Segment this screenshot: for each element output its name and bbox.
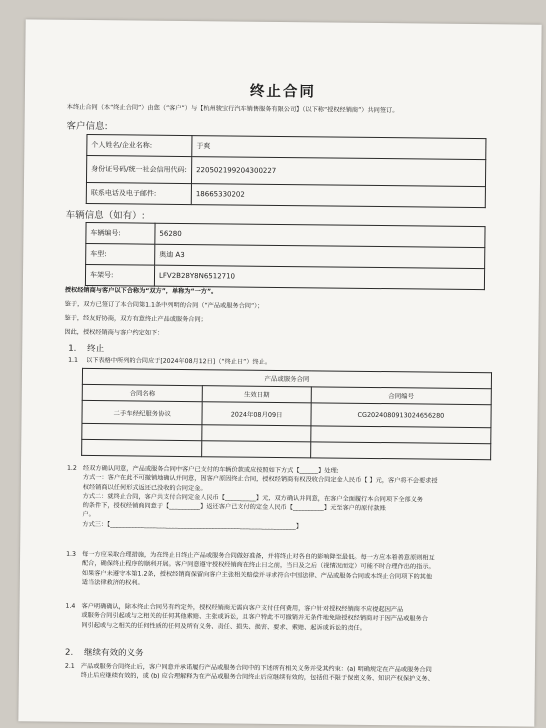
clause-2-1-line: 终止后应继续有效的，或 (b) 应合理解释为在产品或服务合同终止后应继续有效的，包括但不限于保密义务、知识产权保护义务、 xyxy=(80,672,434,683)
clause-1-2-line: 方式二：就终止合同，客户共支付合同定金人民币【__________】元，双方确认并同意，在客户全面履行本合同项下全部义务 xyxy=(82,492,424,504)
clause-2-1-number: 2.1 xyxy=(64,662,75,670)
contract-header-number: 合同编号 xyxy=(311,387,491,405)
clause-1-2-number: 1.2 xyxy=(66,464,77,472)
clause-1-2-line: 方式三：【____________________________________________________________】 xyxy=(82,520,303,531)
intro-text: 本终止合同（本“终止合同”）由您（“客户”）与【杭州骏宝行汽车销售服务有限公司】（以下称“授权经销商”）共同签订。 xyxy=(66,103,399,115)
table-row xyxy=(86,155,485,186)
vehicle-no-label: 车辆编号: xyxy=(86,222,155,244)
section-2-heading xyxy=(65,646,144,659)
vehicle-model-value: 奥迪 A3 xyxy=(155,244,485,268)
clause-1-2-line: 方式一：客户在此不可撤销地确认并同意，因客户原因终止合同，授权经销商有权没收合同定金人民币【 】元，客户将不会要求授 xyxy=(82,474,438,485)
clause-1-1-number: 1.1 xyxy=(68,356,79,364)
clause-1-4-line: 同引起或与之相关的任何性质的任何及所有义务、责任、损失、损害、要求、索赔、起诉或诉讼的责任。 xyxy=(81,621,366,632)
vehicle-vin-label: 车架号: xyxy=(85,264,154,286)
clause-1-3-line: 适当法律救济的权利。 xyxy=(81,578,144,587)
clause-1-2-line: 经双方确认同意，产品或服务合同中客户已支付的车辆价款或应按照如下方式【______】处理: xyxy=(82,464,339,475)
clause-1-3 xyxy=(66,550,526,592)
vehicle-section-title: 车辆信息（如有）: xyxy=(65,209,145,222)
customer-table xyxy=(86,134,487,208)
clause-1-2-line: 权经销商以任何形式返还已没收的合同定金。 xyxy=(82,483,207,492)
clause-1-2-line: 的条件下，授权经销商同意于【__________】返还客户已支付的定金人民币【__________】元至客户的原付款账 xyxy=(82,502,386,513)
table-row xyxy=(86,182,485,207)
section-2-title: 继续有效的义务 xyxy=(83,647,144,659)
party-note: 授权经销商与客户以下合称为“双方”，单称为“一方”。 xyxy=(64,286,218,296)
clause-1-4 xyxy=(65,602,525,635)
customer-section-title: 客户信息: xyxy=(66,120,108,133)
clause-1-2-line: 户。 xyxy=(82,511,95,519)
clause-1-3-number: 1.3 xyxy=(66,550,76,558)
clause-1-3-line: 配合，确保终止程序的顺利开展。客户同意遵守授权经销商在终止日之前，当日及之后（视情况而定）可能不时合理作出的指示。 xyxy=(81,560,435,571)
clause-1-4-line: 客户明确确认，除本终止合同另有约定外，授权经销商无需向客户支付任何费用，客户针对授权经销商不应提起因产品 xyxy=(81,602,404,614)
clause-1-4-line: 或服务合同引起或与之相关的任何其他索赔、主张或诉讼，且客户特此不可撤销并无条件地免除授权经销商对于因产品或服务合 xyxy=(81,612,428,623)
contract-header-name: 合同名称 xyxy=(82,384,202,401)
contract-cell-date: 2024年08月09日 xyxy=(202,402,311,426)
table-row xyxy=(82,439,491,459)
customer-contact-value: 18665330202 xyxy=(191,184,485,208)
vehicle-table xyxy=(85,222,486,290)
recital-2: 鉴于，经友好协商，双方有意终止产品或服务合同； xyxy=(64,314,207,324)
clause-1-1-text: 以下表格中所列的合同应于[2024年08月12日]（“终止日”）终止。 xyxy=(86,356,272,366)
customer-name-value: 于爽 xyxy=(192,136,486,160)
section-2-number: 2. xyxy=(65,647,74,658)
vehicle-model-label: 车型: xyxy=(86,243,155,265)
clause-2-1 xyxy=(65,662,525,685)
clause-1-3-line: 每一方应采取合理措施，为在终止日终止产品或服务合同做好准备，并将终止对各自的影响降至最低。每一方应本着善意原则相互 xyxy=(82,550,435,562)
contract-table xyxy=(81,368,492,460)
section-1-heading xyxy=(68,342,104,354)
vehicle-vin-value: LFV2B28Y8N6512710 xyxy=(154,265,484,289)
vehicle-no-value: 56280 xyxy=(155,223,485,247)
recital-3: 因此，授权经销商与客户约定如下： xyxy=(64,328,164,337)
contract-cell-number: CG20240809130246562​80 xyxy=(311,403,492,428)
clause-2-1-line: 产品或服务合同终止后，客户同意并承诺履行产品或服务合同中的下述所有相关义务并受其约束：(a) 明确规定在产品或服务合同 xyxy=(80,662,432,674)
doc-title: 终止合同 xyxy=(249,83,317,101)
clause-1-3-line: 如果客户未遵守本第1.2条，授权经销商保留向客户主张相关赔偿并寻求符合中国法律、产品或服务合同或本终止合同项下的其他 xyxy=(81,569,433,581)
document-page xyxy=(18,19,541,726)
customer-id-value: 220502199204300227 xyxy=(191,157,485,187)
section-1-number: 1. xyxy=(68,343,77,354)
clause-1-1 xyxy=(68,356,271,367)
clause-1-2 xyxy=(66,464,527,534)
contract-cell-name: 二手车经纪服务协议 xyxy=(82,400,203,424)
recital-1: 鉴于，双方已签订了本合同第1.1条中列明的合同（“产品或服务合同”）； xyxy=(64,300,264,310)
customer-contact-label: 联系电话及电子邮件: xyxy=(86,182,191,204)
clause-1-4-number: 1.4 xyxy=(65,602,76,610)
contract-table-caption: 产品或服务合同 xyxy=(82,368,491,388)
customer-id-label: 身份证号码/统一社会信用代码: xyxy=(86,155,191,183)
contract-header-date: 生效日期 xyxy=(203,386,312,403)
customer-name-label: 个人姓名/企业名称: xyxy=(87,134,192,156)
section-1-title: 终止 xyxy=(87,343,105,355)
